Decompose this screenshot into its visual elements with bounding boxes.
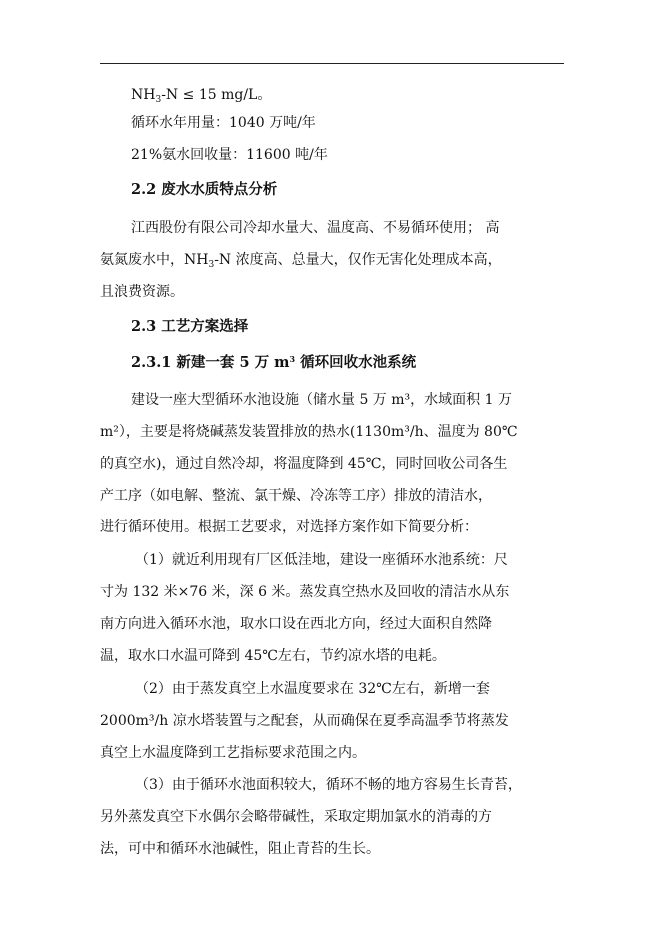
text-span: 2.3 工艺方案选择 [131, 318, 249, 335]
paragraph-line [100, 486, 492, 506]
text-span: 21%氨水回收量：11600 吨/年 [131, 147, 328, 163]
text-line-nh3n-limit [131, 85, 271, 107]
paragraph-line [100, 282, 184, 302]
text-span: 循环水年用量：1040 万吨/年 [131, 115, 316, 131]
superscript: 3 [289, 354, 296, 364]
paragraph-line [100, 582, 509, 602]
text-span: 产工序（如电解、整流、氯干燥、冷冻等工序）排放的清洁水， [100, 488, 492, 504]
text-span: 寸为 132 米×76 米，深 6 米。蒸发真空热水及回收的清洁水从东 [100, 584, 510, 600]
paragraph-line [100, 743, 366, 763]
section-heading-2-3-1 [131, 353, 416, 374]
text-span: 另外蒸发真空下水偶尔会略带碱性，采取定期加氯水的消毒的方 [100, 809, 492, 825]
text-span: 2000m³/h 凉水塔装置与之配套，从而确保在夏季高温季节将蒸发 [100, 713, 509, 729]
text-span: （1）就近利用现有厂区低洼地，建设一座循环水池系统：尺 [135, 552, 508, 568]
text-span: NH [131, 87, 156, 103]
section-heading-2-2 [131, 180, 277, 200]
subscript: 3 [208, 260, 215, 270]
paragraph-line [100, 422, 518, 442]
paragraph-line [100, 839, 380, 859]
text-span: 进行循环使用。根据工艺要求，对选择方案作如下简要分析： [100, 519, 478, 535]
text-span: -N 浓度高、总量大，仅作无害化处理成本高， [214, 252, 502, 268]
text-span: （3）由于循环水池面积较大，循环不畅的地方容易生长青苔， [135, 777, 522, 793]
text-line-ammonia-recovery [131, 145, 328, 165]
paragraph-line [100, 807, 492, 827]
paragraph-line [100, 454, 507, 474]
paragraph-line [100, 517, 478, 537]
text-span: 真空上水温度降到工艺指标要求范围之内。 [100, 745, 366, 761]
list-item-2 [135, 679, 490, 699]
subscript: 3 [155, 95, 162, 105]
text-span: 氨氮废水中，NH [100, 252, 209, 268]
text-span: 的真空水)，通过自然冷却，将温度降到 45℃，同时回收公司各生 [100, 456, 508, 472]
text-line-water-usage [131, 113, 316, 133]
text-span: （2）由于蒸发真空上水温度要求在 32℃左右，新增一套 [135, 681, 490, 697]
paragraph-line [131, 390, 512, 410]
paragraph-line [100, 250, 502, 272]
text-span: 建设一座大型循环水池设施（储水量 5 万 m³，水域面积 1 万 [131, 392, 512, 408]
paragraph-line [100, 711, 509, 731]
header-rule [100, 63, 564, 64]
text-span: 循环回收水池系统 [295, 354, 417, 371]
text-span: 2.2 废水水质特点分析 [131, 181, 278, 198]
text-span: m²），主要是将烧碱蒸发装置排放的热水(1130m³/h、温度为 80℃ [100, 424, 518, 440]
list-item-1 [135, 550, 508, 570]
text-span: 且浪费资源。 [100, 284, 184, 300]
text-span: 法，可中和循环水池碱性，阻止青苔的生长。 [100, 841, 380, 857]
paragraph-line [100, 646, 446, 666]
section-heading-2-3 [131, 317, 248, 337]
paragraph-line [100, 614, 492, 634]
text-span: 2.3.1 新建一套 5 万 m [131, 354, 290, 371]
text-span: 南方向进入循环水池，取水口设在西北方向，经过大面积自然降 [100, 616, 492, 632]
text-span: -N ≤ 15 mg/L。 [161, 87, 272, 103]
list-item-3 [135, 775, 522, 795]
text-span: 温，取水口水温可降到 45℃左右，节约凉水塔的电耗。 [100, 648, 446, 664]
paragraph-line [131, 218, 499, 238]
text-span: 江西股份有限公司冷却水量大、温度高、不易循环使用； 高 [131, 220, 500, 236]
